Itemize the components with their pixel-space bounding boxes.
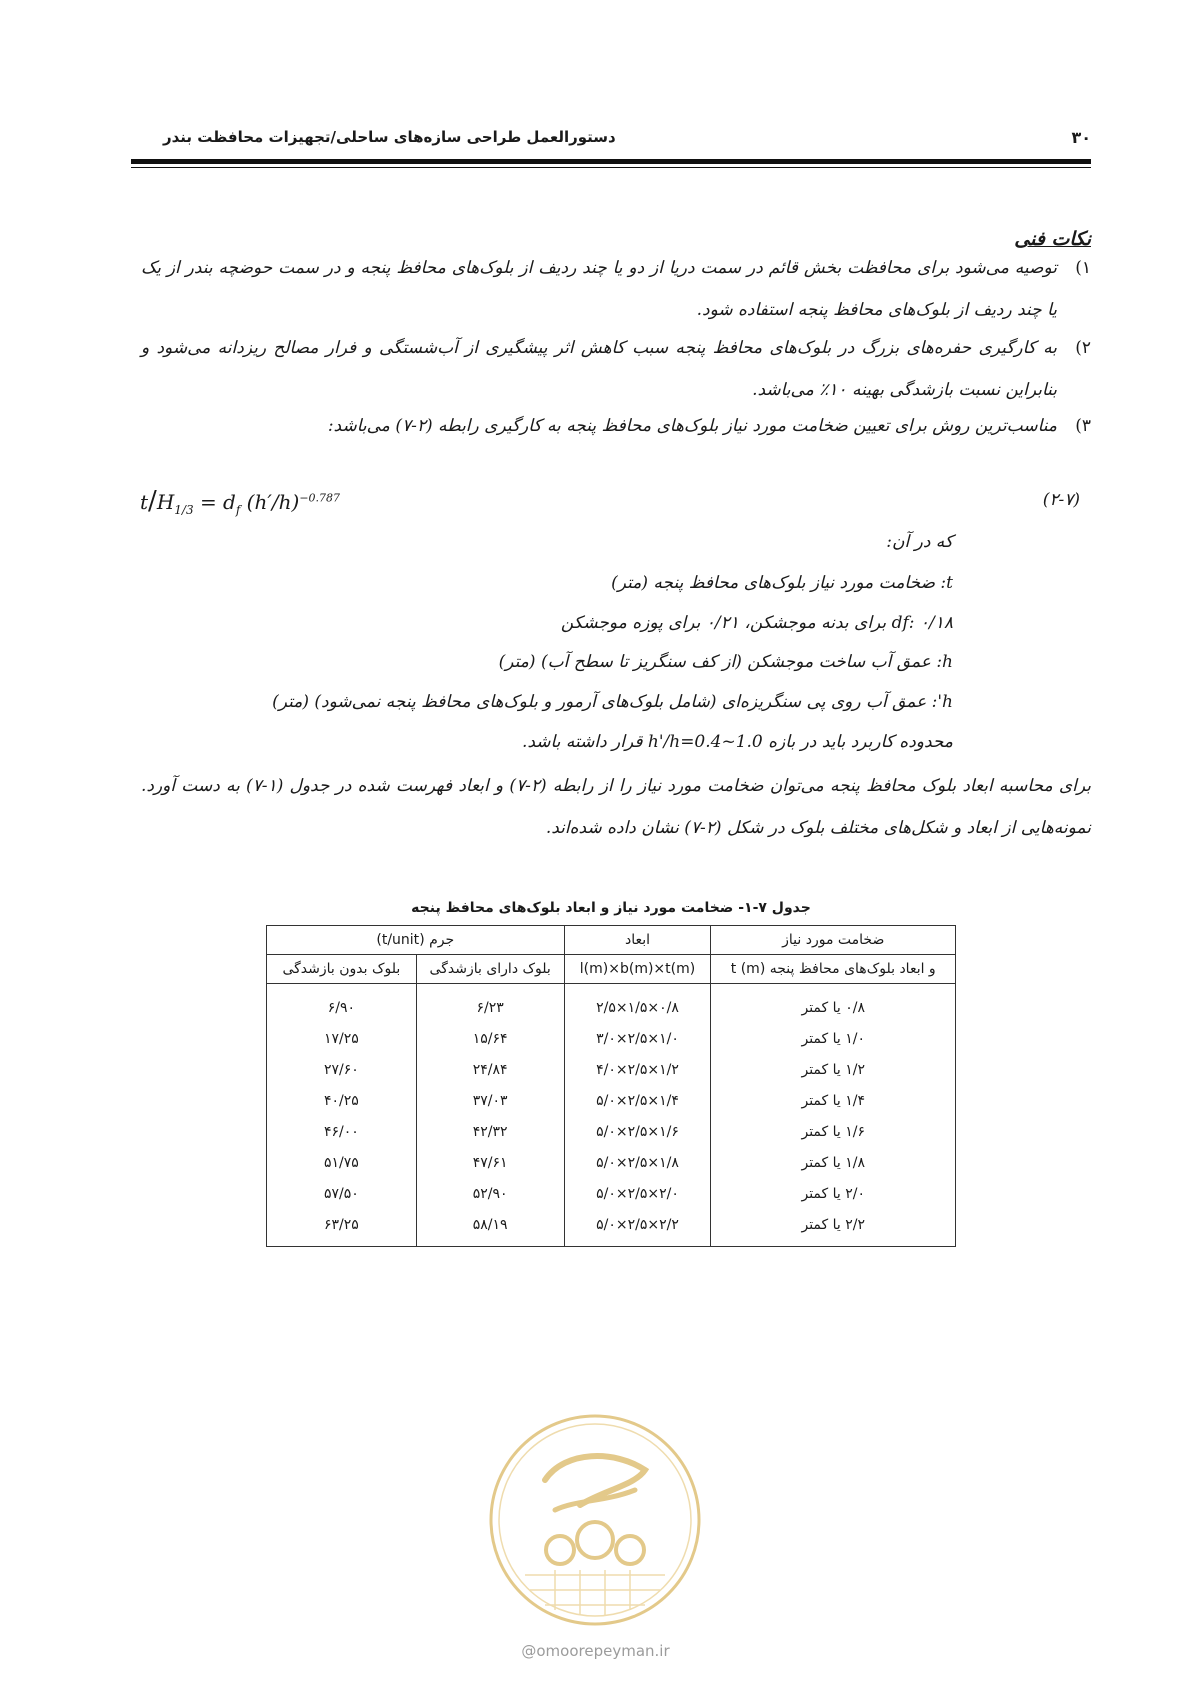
formula-exponent: −0.787	[299, 491, 341, 505]
formula-H: H	[156, 490, 175, 514]
cell-without-opening: ۴۶/۰۰	[267, 1116, 417, 1147]
cell-without-opening: ۶/۹۰	[267, 984, 417, 1024]
cell-without-opening: ۴۰/۲۵	[267, 1085, 417, 1116]
table-row	[267, 1178, 956, 1209]
list-item-number: ۳)	[1075, 416, 1091, 436]
cell-thickness: ۱/۲ یا کمتر	[711, 1054, 956, 1085]
watermark-seal-icon	[485, 1410, 705, 1630]
table-row	[267, 1085, 956, 1116]
header-thickness-2: و ابعاد بلوک‌های محافظ پنجه (t (m	[711, 955, 956, 984]
formula-d-sub: f	[235, 503, 241, 517]
cell-dims: ۵/۰×۲/۵×۲/۰	[564, 1178, 711, 1209]
table-row	[267, 984, 956, 1024]
document-title: دستورالعمل طراحی سازه‌های ساحلی/تجهیزات محافظت بندر	[163, 128, 616, 146]
cell-dims: ۵/۰×۲/۵×۲/۲	[564, 1209, 711, 1247]
formula-row	[140, 486, 1080, 526]
cell-thickness: ۰/۸ یا کمتر	[711, 984, 956, 1024]
list-item-number: ۲)	[1075, 338, 1091, 358]
cell-dims: ۴/۰×۲/۵×۱/۲	[564, 1054, 711, 1085]
cell-without-opening: ۱۷/۲۵	[267, 1023, 417, 1054]
cell-thickness: ۱/۰ یا کمتر	[711, 1023, 956, 1054]
cell-without-opening: ۵۷/۵۰	[267, 1178, 417, 1209]
cell-dims: ۵/۰×۲/۵×۱/۶	[564, 1116, 711, 1147]
header-thickness-1: ضخامت مورد نیاز	[711, 926, 956, 955]
cell-without-opening: ۲۷/۶۰	[267, 1054, 417, 1085]
where-label: که در آن:	[886, 532, 953, 552]
formula-H-sub: 1/3	[174, 503, 194, 517]
table-caption: جدول ۷-۱- ضخامت مورد نیاز و ابعاد بلوک‌های محافظ پنجه	[411, 900, 811, 916]
cell-dims: ۳/۰×۲/۵×۱/۰	[564, 1023, 711, 1054]
range-note: محدوده کاربرد باید در بازه h'/h=0.4~1.0 قرار داشته باشد.	[521, 732, 953, 752]
paragraph-text: برای محاسبه ابعاد بلوک محافظ پنجه می‌توان ضخامت مورد نیاز را از رابطه (۲-۷) و ابعاد فهرست شده در جدول (۱-۷) به دست آورد. نمونه‌هایی از ابعاد و شکل‌های مختلف بلوک در شکل (۲-۷) نشان داده شده‌اند.	[141, 776, 1091, 838]
cell-with-opening: ۴۲/۳۲	[416, 1116, 564, 1147]
definition-h: h: عمق آب ساخت موجشکن (از کف سنگریز تا سطح آب) (متر)	[498, 652, 953, 672]
header-with-opening: بلوک دارای بازشدگی	[416, 955, 564, 984]
definition-hp: h': عمق آب روی پی سنگریزه‌ای (شامل بلوک‌های آرمور و بلوک‌های محافظ پنجه نمی‌شود) (متر)	[272, 692, 953, 712]
cell-dims: ۵/۰×۲/۵×۱/۴	[564, 1085, 711, 1116]
list-item-text: به کارگیری حفره‌های بزرگ در بلوک‌های محافظ پنجه سبب کاهش اثر پیشگیری از آب‌شستگی و فرار مصالح ریزدانه می‌شود و بنابراین نسبت بازشدگی بهینه ۱۰٪ می‌باشد.	[141, 338, 1057, 400]
cell-thickness: ۱/۸ یا کمتر	[711, 1147, 956, 1178]
formula-t: t	[140, 490, 149, 514]
cell-with-opening: ۳۷/۰۳	[416, 1085, 564, 1116]
header-rule-thick	[131, 159, 1091, 164]
cell-with-opening: ۵۸/۱۹	[416, 1209, 564, 1247]
cell-thickness: ۲/۲ یا کمتر	[711, 1209, 956, 1247]
cell-without-opening: ۶۳/۲۵	[267, 1209, 417, 1247]
list-item	[141, 247, 1091, 331]
table-row	[267, 1054, 956, 1085]
table-row	[267, 1209, 956, 1247]
formula: $t/H_{1/3} = d_f$ $(h'/h)^{-0.787}$	[140, 486, 341, 517]
cell-with-opening: ۴۷/۶۱	[416, 1147, 564, 1178]
list-item	[141, 327, 1091, 411]
cell-thickness: ۱/۴ یا کمتر	[711, 1085, 956, 1116]
cell-dims: ۲/۵×۱/۵×۰/۸	[564, 984, 711, 1024]
header-dims-1: ابعاد	[564, 926, 711, 955]
header-without-opening: بلوک بدون بازشدگی	[267, 955, 417, 984]
table-row	[267, 1023, 956, 1054]
list-item	[141, 405, 1091, 447]
definition-df: df: ۰/۱۸ برای بدنه موجشکن، ۰/۲۱ برای پوزه موجشکن	[560, 613, 953, 633]
watermark-caption: @omoorepeyman.ir	[521, 1642, 670, 1660]
table-row	[267, 1116, 956, 1147]
cell-without-opening: ۵۱/۷۵	[267, 1147, 417, 1178]
data-table	[266, 925, 956, 1247]
cell-thickness: ۲/۰ یا کمتر	[711, 1178, 956, 1209]
list-item-text: توصیه می‌شود برای محافظت بخش قائم در سمت دریا از دو یا چند ردیف از بلوک‌های محافظ پنجه و در سمت حوضچه بندر از یک یا چند ردیف از بلوک‌های محافظ پنجه استفاده شود.	[141, 258, 1057, 320]
page-number: ۳۰	[1071, 128, 1091, 147]
paragraph	[141, 765, 1091, 849]
section-title: نکات فنی	[1014, 228, 1091, 250]
cell-with-opening: ۲۴/۸۴	[416, 1054, 564, 1085]
cell-thickness: ۱/۶ یا کمتر	[711, 1116, 956, 1147]
header-mass: جرم (t/unit)	[267, 926, 565, 955]
page-header	[131, 128, 1091, 152]
cell-with-opening: ۱۵/۶۴	[416, 1023, 564, 1054]
header-dims-2: l(m)×b(m)×t(m)	[564, 955, 711, 984]
equation-number: (۲-۷)	[1042, 490, 1080, 510]
cell-with-opening: ۶/۲۳	[416, 984, 564, 1024]
formula-paren: (h′/h)	[246, 490, 300, 514]
list-item-number: ۱)	[1075, 258, 1091, 278]
cell-with-opening: ۵۲/۹۰	[416, 1178, 564, 1209]
cell-dims: ۵/۰×۲/۵×۱/۸	[564, 1147, 711, 1178]
table-row	[267, 1147, 956, 1178]
header-rule-thin	[131, 167, 1091, 168]
formula-equals: = d	[199, 490, 236, 514]
list-item-text: مناسب‌ترین روش برای تعیین ضخامت مورد نیاز بلوک‌های محافظ پنجه به کارگیری رابطه (۲-۷) می‌باشد:	[327, 416, 1057, 436]
definition-t: t: ضخامت مورد نیاز بلوک‌های محافظ پنجه (متر)	[611, 573, 953, 593]
